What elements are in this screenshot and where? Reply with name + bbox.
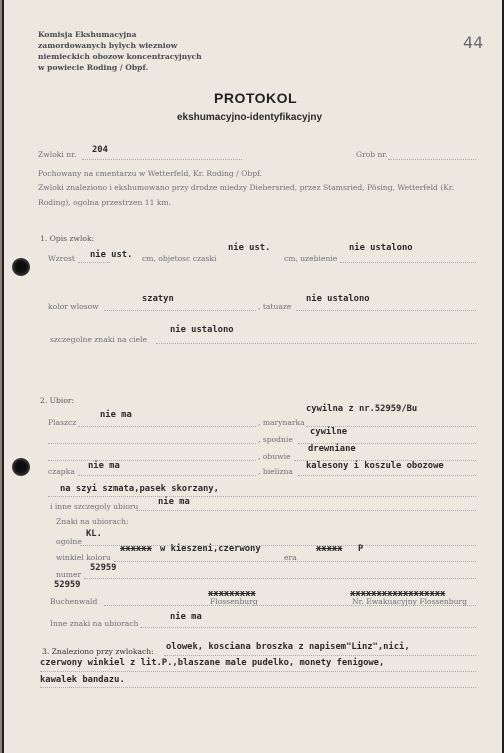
znaki-cialo-label: szczegolne znaki na ciele	[50, 335, 148, 344]
zwloki-label: Zwloki nr.	[38, 150, 77, 159]
kolor-value: szatyn	[142, 294, 174, 304]
uzebienie-label: cm, uzebienie	[284, 254, 338, 263]
org-line-3: niemieckich obozow koncentracyjnych	[38, 52, 202, 61]
znaleziono-text-1: Zwloki znaleziono i ekshumowano przy drodze miedzy Diebersried, przez Stamsried, Pösing, Wetterfeld (Kr.	[38, 183, 455, 192]
right-struck-text: xxxxxxxxxxxxxxxxxx	[350, 589, 446, 599]
bielizna-value: kalesony i koszule obozowe	[306, 461, 444, 471]
znaleziono-line-3: kawalek bandazu.	[40, 675, 125, 685]
szyja-value: na szyi szmata,pasek skorzany,	[60, 484, 219, 494]
page-number: 44	[463, 33, 484, 52]
czapka-value: nie ma	[88, 461, 120, 471]
czaszka-value: nie ust.	[228, 243, 271, 253]
znaleziono-line-2: czerwony winkiel z lit.P.,blaszane male pudelko, monety fenigowe,	[40, 658, 385, 668]
obuwie-value: drewniane	[308, 444, 356, 454]
tatuaze-label: , tatuaze	[258, 302, 292, 311]
buchenwald-label: Buchenwald	[50, 597, 98, 606]
zwloki-value: 204	[92, 145, 108, 155]
flossenburg-label: Flossenburg	[210, 597, 258, 606]
winkiel-struck-text-2: xxxxx	[316, 544, 343, 554]
spodnie-value: cywilne	[310, 427, 348, 437]
numer-label: numer	[56, 570, 82, 579]
marynarka-value: cywilna z nr.52959/Bu	[306, 404, 418, 414]
org-line-4: w powiecie Roding / Obpf.	[38, 63, 149, 72]
document-subtitle: ekshumacyjno-identyfikacyjny	[177, 112, 323, 123]
opis-heading: 1. Opis zwlok:	[40, 234, 95, 243]
plaszcz-label: Plaszcz	[48, 418, 77, 427]
tatuaze-value: nie ustalono	[306, 294, 370, 304]
pochowany-text: Pochowany na cmentarzu w Wetterfeld, Kr. Roding / Obpf.	[38, 169, 263, 178]
ogolne-label: ogolne	[56, 537, 82, 546]
objetosc-label: cm, objetosc czaski	[142, 254, 217, 263]
document-title: PROTOKOL	[214, 90, 298, 106]
winkiel-value: w kieszeni,czerwony	[160, 544, 261, 554]
bielizna-label: , bielizna	[258, 467, 293, 476]
znaki-cialo-value: nie ustalono	[170, 325, 234, 335]
marynarka-label: , marynarka	[258, 418, 305, 427]
czapka-label: czapka	[48, 467, 75, 476]
znaleziono-heading: 3. Znaleziono przy zwlokach:	[42, 647, 154, 656]
ogolne-value: KL.	[86, 529, 102, 539]
wzrost-label: Wzrost	[48, 254, 75, 263]
grob-label: Grob nr.	[356, 150, 388, 159]
winkiel-struck-text: xxxxxx	[120, 544, 152, 554]
znaki-ubiorach-heading: Znaki na ubiorach:	[56, 517, 129, 526]
inne-znaki-label: Inne znaki na ubiorach	[50, 619, 139, 628]
punch-hole-top	[12, 258, 30, 276]
obuwie-label: , obuwie	[258, 452, 291, 461]
kolor-label: kolor wlosow	[48, 302, 99, 311]
winkiel-tail-label: era	[284, 553, 297, 562]
document-page	[4, 0, 502, 753]
znaleziono-line-1: olowek, kosciana broszka z napisem"Linz",nici,	[166, 642, 410, 652]
znaleziono-text-2: Roding), ogolna przestrzen 11 km.	[38, 198, 172, 207]
org-line-2: zamordowanych bylych wiezniow	[38, 41, 178, 50]
ubior-heading: 2. Ubior:	[40, 396, 75, 405]
numer-value: 52959	[90, 563, 117, 573]
winkiel-letter: P	[358, 544, 364, 554]
inne-znaki-value: nie ma	[170, 612, 202, 622]
plaszcz-value: nie ma	[100, 410, 132, 420]
wzrost-value: nie ust.	[90, 250, 133, 260]
punch-hole-bottom	[12, 458, 30, 476]
ewakuacyjny-label: Nr. Ewakuacyjny Flossenburg	[352, 597, 468, 606]
org-line-1: Komisja Ekshumacyjna	[38, 30, 137, 39]
inne-label: i inne szczegoly ubioru	[50, 502, 139, 511]
winkiel-label: winkiel koloru	[56, 553, 111, 562]
page-edge-shadow	[0, 0, 2, 753]
spodnie-label: , spodnie	[258, 435, 293, 444]
numer-value-2: 52959	[54, 580, 81, 590]
uzebienie-value: nie ustalono	[349, 243, 413, 253]
inne-value: nie ma	[158, 497, 190, 507]
flossenburg-struck-text: xxxxxxxxx	[208, 589, 256, 599]
